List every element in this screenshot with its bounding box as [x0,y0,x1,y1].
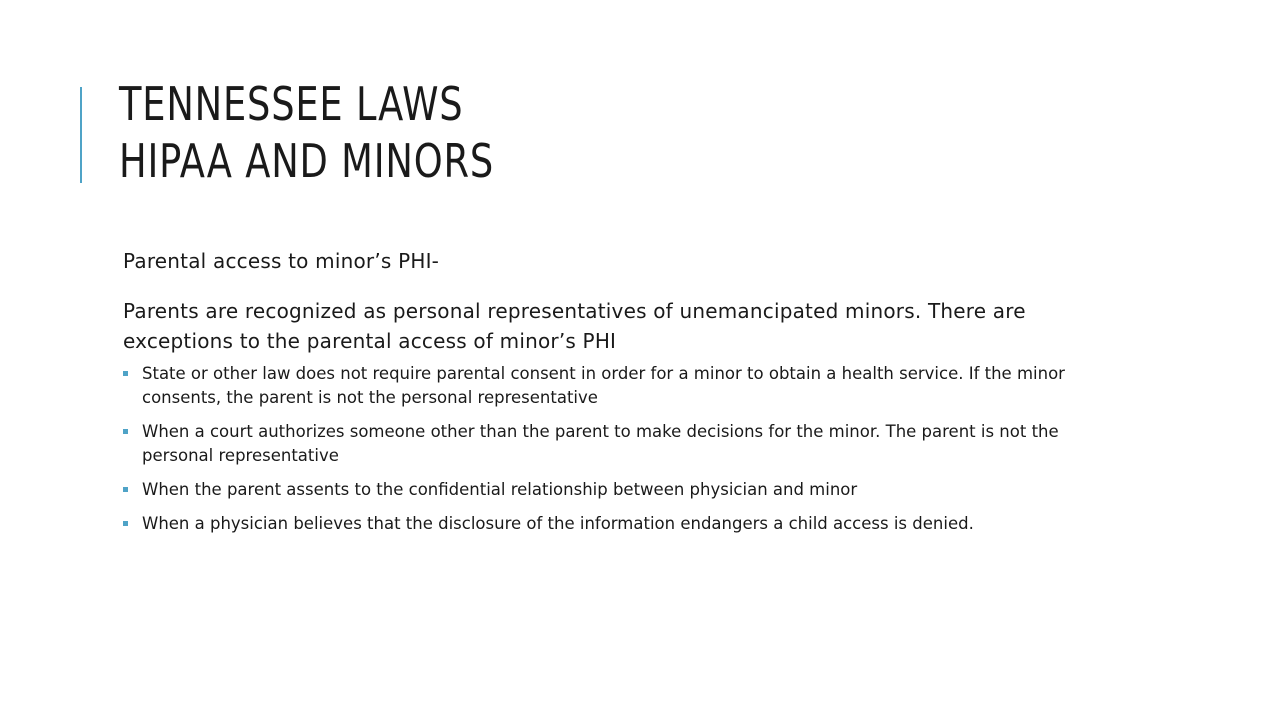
bullet-text: State or other law does not require parental consent in order for a minor to obtain a health service. If the minor consents, the parent is not the personal representative [142,364,1065,407]
square-bullet-icon [123,371,128,376]
title-accent-bar [80,87,82,183]
square-bullet-icon [123,487,128,492]
slide-body [123,246,1123,546]
body-paragraph: Parental access to minor’s PHI- [123,249,440,273]
bullet-item [123,512,1123,536]
slide-title-line-1: TENNESSEE LAWS [119,77,464,131]
bullet-item [123,478,1123,502]
square-bullet-icon [123,521,128,526]
body-paragraph: Parents are recognized as personal representatives of unemancipated minors. There are exceptions to the parental access of minor’s PHI [123,299,1026,353]
bullet-item [123,362,1123,410]
slide-title-line-2: HIPAA AND MINORS [119,134,494,188]
bullet-text: When a physician believes that the disclosure of the information endangers a child access is denied. [142,514,974,533]
square-bullet-icon [123,429,128,434]
slide-title [119,76,494,190]
bullet-text: When the parent assents to the confidential relationship between physician and minor [142,480,858,499]
bullet-text: When a court authorizes someone other than the parent to make decisions for the minor. The parent is not the personal representative [142,422,1059,465]
bullet-list [123,362,1123,536]
bullet-item [123,420,1123,468]
